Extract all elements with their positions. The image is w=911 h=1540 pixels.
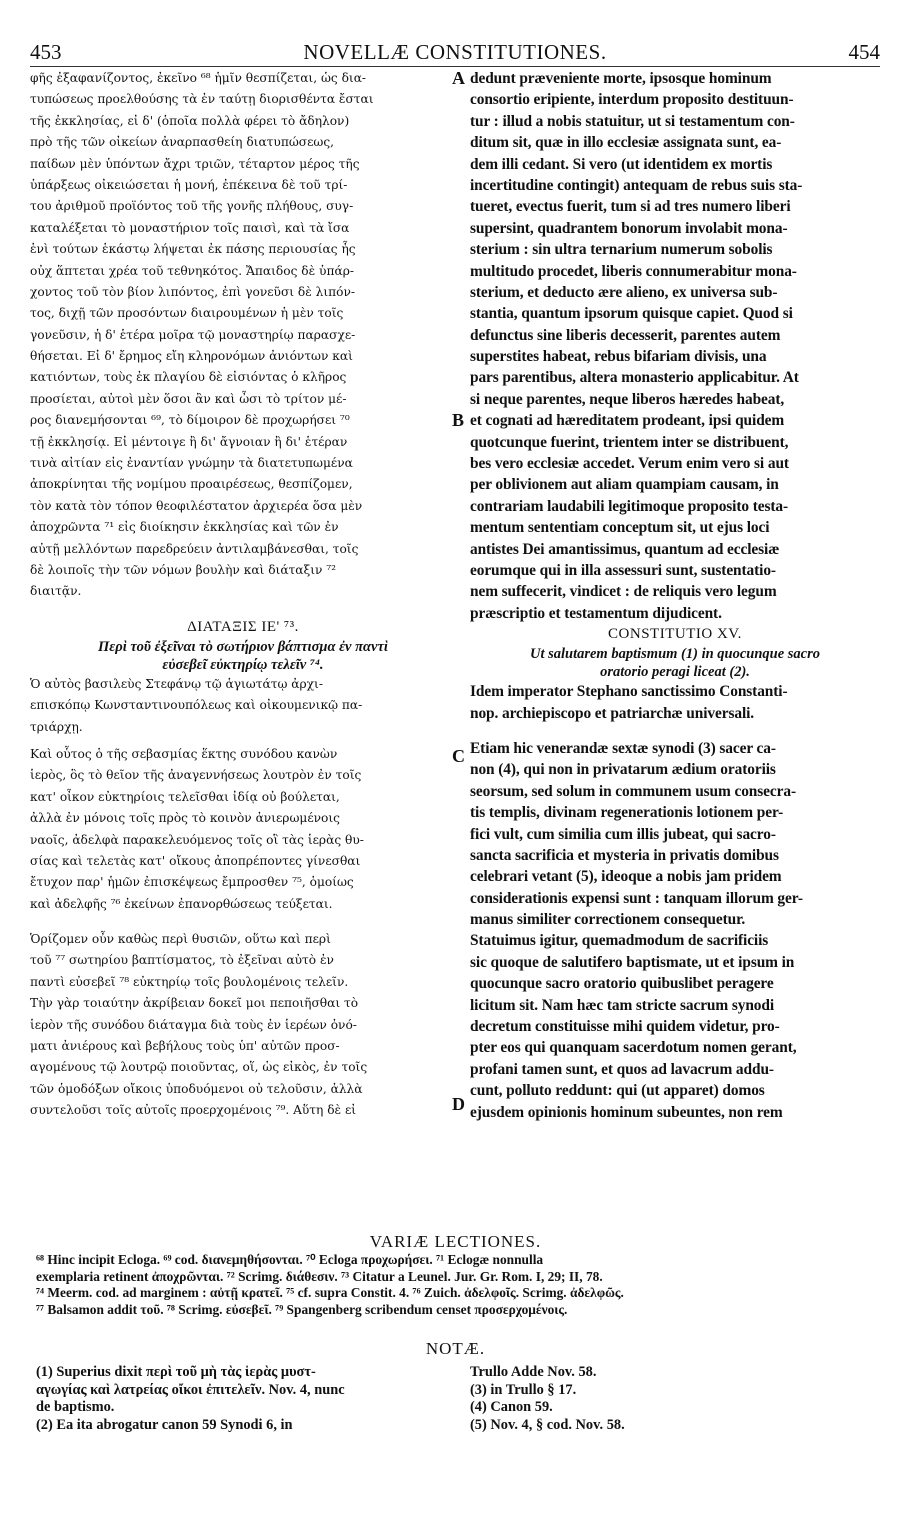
greek-text-line: οὐχ ἅπτεται χρέα τοῦ τεθνηκότος. Ἄπαιδος δὲ ὑπάρ-: [30, 263, 354, 278]
greek-address: [30, 674, 456, 738]
greek-text-line: του ἀριθμοῦ προϊόντος τοῦ τῆς γονῆς πλήθους, συγ-: [30, 199, 354, 214]
latin-text-line: sterium, et deducto ære alieno, ex universa sub-: [470, 283, 778, 301]
latin-section-heading: CONSTITUTIO XV.: [608, 626, 742, 643]
latin-text-line: sic quoque de salutifero baptismate, ut et ipsum in: [470, 953, 795, 971]
latin-text-line: celebrari vetant (5), ideoque a nobis jam pridem: [470, 868, 782, 886]
latin-text-line: multitudo procedet, liberis connumerabitur mona-: [470, 262, 797, 280]
latin-text-line: profani tamen sunt, et quos ad lavacrum addu-: [470, 1060, 774, 1078]
variant-reading-line: ⁷⁴ Meerm. cod. ad marginem : αὐτῇ κρατεῖ. ⁷⁵ cf. supra Constit. 4. ⁷⁶ Zuich. ἀδελφοῖς. Scrimg. ἀδελφῶς.: [36, 1285, 624, 1301]
greek-paragraph-d: [30, 929, 456, 1122]
latin-text-line: seorsum, sed solum in communem usum consecra-: [470, 782, 796, 800]
latin-column: [470, 68, 880, 1123]
latin-text-line: ditum sit, quæ in illo ecclesiæ assignata sunt, ea-: [470, 134, 782, 152]
greek-text-line: Ὁρίζομεν οὖν καθὼς περὶ θυσιῶν, οὕτω καὶ περὶ: [30, 932, 331, 947]
margin-mark-d: D: [452, 1094, 465, 1114]
greek-text-line: ἱερὸς, ὃς τὸ θεῖον τῆς ἀναγεννήσεως λουτρὸν ἐν τοῖς: [30, 768, 362, 783]
greek-text-line: συντελοῦσι τοῖς αὐτοῖς προερχομένοις ⁷⁹. Αὕτη δὲ εἰ: [30, 1103, 357, 1118]
greek-paragraph-a: [30, 68, 456, 603]
notae-right: [470, 1364, 880, 1434]
latin-text-line: stantia, quantum ipsorum quisque capiet. Quod si: [470, 305, 793, 323]
note-line: (1) Superius dixit περὶ τοῦ μὴ τὰς ἱερὰς μυστ-: [36, 1364, 316, 1380]
notae-left: [36, 1364, 456, 1434]
greek-paragraph-c: [30, 744, 456, 915]
greek-text-line: αγομένους τῷ λουτρῷ ποιοῦντας, οἵ, ὡς εἰκὸς, ἐν τοῖς: [30, 1060, 368, 1075]
note-line: (4) Canon 59.: [470, 1399, 553, 1415]
latin-text-line: mentum sententiam conceptum sit, ut ejus loci: [470, 519, 770, 537]
latin-subtitle-line-2: oratorio peragi liceat (2).: [600, 664, 750, 681]
latin-text-line: tueret, evectus fuerit, tum si ad tres numero liberi: [470, 198, 791, 216]
variae-lectiones-title: VARIÆ LECTIONES.: [369, 1232, 542, 1251]
latin-address: [470, 681, 880, 724]
latin-text-line: tur : illud a nobis statuitur, ut si testamentum con-: [470, 112, 795, 130]
latin-text-line: nop. archiepiscopo et patriarchæ universali.: [470, 704, 755, 722]
greek-text-line: ἱερὸν τῆς συνόδου διάταγμα διὰ τοὺς ἐν ἱερέων ὀνό-: [30, 1017, 357, 1032]
page-number-right: 454: [848, 40, 880, 64]
greek-text-line: φῆς ἐξαφανίζοντος, ἐκεῖνο ⁶⁸ ἡμῖν θεσπίζεται, ὡς δια-: [30, 71, 367, 85]
latin-subtitle-line-1: Ut salutarem baptismum (1) in quocunque sacro: [529, 646, 821, 663]
latin-text-line: præscriptio et testamentum dijudicent.: [470, 604, 722, 622]
variant-reading-line: ⁷⁷ Balsamon addit τοῦ. ⁷⁸ Scrimg. εὐσεβεῖ. ⁷⁹ Spangenberg scribendum censet προσερχομένοις.: [36, 1301, 568, 1317]
note-line: (2) Ea ita abrogatur canon 59 Synodi 6, in: [36, 1416, 293, 1433]
latin-text-line: Etiam hic venerandæ sextæ synodi (3) sacer ca-: [470, 739, 776, 757]
page-number-left: 453: [30, 40, 62, 64]
greek-text-line: τῆς ἐκκλησίας, εἰ δ' (ὁποῖα πολλὰ φέρει τὸ ἄδηλον): [30, 113, 350, 128]
latin-text-line: dem illi cedant. Si vero (ut identidem ex mortis: [470, 155, 773, 173]
latin-text-line: Statuimus igitur, quemadmodum de sacrificiis: [470, 932, 769, 950]
margin-mark-a: A: [452, 68, 465, 88]
greek-text-line: διαιτᾷν.: [30, 584, 82, 599]
greek-text-line: τὸν κατὰ τὸν τόπον θεοφιλέστατον ἀρχιερέα ὅσα μὲν: [30, 498, 363, 513]
greek-section-heading: ΔΙΑΤΑΞΙΣ ΙΕ' ⁷³.: [187, 618, 299, 635]
greek-text-line: ματι ἀνιέρους καὶ βεβήλους τοὺς ὑπ' αὐτῶν προσ-: [30, 1039, 340, 1054]
latin-text-line: pter eos qui quanquam sacerdotum nomen gerant,: [470, 1039, 797, 1057]
greek-text-line: τῶν ὁμοδόξων οἴκοις ὑποδυόμενοι οὐ τελοῦσιν, ἀλλὰ: [30, 1081, 363, 1096]
running-title: NOVELLÆ CONSTITUTIONES.: [303, 40, 607, 64]
greek-text-line: αὐτῇ μελλόντων παρεδρεύειν ἀντιλαμβάνεσθαι, τοῖς: [30, 541, 359, 556]
latin-text-line: per oblivionem aut aliam quampiam causam, in: [470, 476, 779, 494]
latin-text-line: quocunque sacro oratorio quibuslibet peragere: [470, 975, 774, 993]
greek-text-line: τος, διχῇ τῶν προσόντων διαιρουμένων ἡ μὲν τοῖς: [30, 306, 344, 321]
greek-text-line: παντὶ εὐσεβεῖ ⁷⁸ εὐκτηρίῳ τοῖς βουλομένοις τελεῖν.: [30, 974, 349, 989]
greek-subtitle-line-2: εὐσεβεῖ εὐκτηρίῳ τελεῖν ⁷⁴.: [162, 656, 324, 673]
latin-text-line: defunctus sine liberis decesserit, parentes autem: [470, 326, 781, 344]
latin-text-line: manus similiter correctionem consequetur.: [470, 911, 746, 929]
latin-paragraph-d: [470, 930, 880, 1123]
latin-text-line: bes vero ecclesiæ accedet. Verum enim vero si aut: [470, 455, 789, 473]
latin-text-line: cunt, polluto reddunt: qui (ut apparet) domos: [470, 1082, 765, 1100]
note-line: αγωγίας καὶ λατρείας οἴκοι ἐπιτελεῖν. Nov. 4, nunc: [36, 1381, 345, 1398]
greek-text-line: ὑπάρξεως οἰκειώσεται ἡ μονή, ἐπέκεινα δὲ τοῦ τρί-: [30, 177, 348, 192]
greek-text-line: δὲ λοιποῖς τὴν τῶν νόμων βουλὴν καὶ διάταξιν ⁷²: [30, 562, 337, 577]
variae-lectiones: [36, 1252, 876, 1318]
latin-text-line: non (4), qui non in privatarum ædium oratoriis: [470, 761, 776, 779]
page-header: [30, 40, 880, 66]
greek-subtitle-line-1: Περὶ τοῦ ἐξεῖναι τὸ σωτήριον βάπτισμα ἐν παντὶ: [98, 638, 388, 655]
greek-text-line: κατιόντων, τοὺς ἐκ πλαγίου δὲ εἰσιόντας ὁ κλῆρος: [30, 370, 347, 385]
latin-text-line: sterium : sin ultra ternarium numerum sobolis: [470, 241, 773, 259]
latin-text-line: si neque parentes, neque liberos hæredes habeat,: [470, 390, 785, 408]
greek-text-line: καὶ ἀδελφῆς ⁷⁶ ἐκείνων ἐπανορθώσεως τεύξεται.: [30, 896, 333, 911]
note-line: de baptismo.: [36, 1399, 115, 1415]
latin-text-line: Idem imperator Stephano sanctissimo Constanti-: [470, 683, 788, 701]
latin-text-line: consortio eripiente, interdum proposito destituun-: [470, 91, 794, 109]
latin-text-line: dedunt præveniente morte, ipsosque hominum: [470, 70, 772, 87]
header-rule: [30, 66, 880, 67]
latin-text-line: quotcunque fuerint, trientem inter se distribuent,: [470, 433, 789, 451]
margin-mark-c: C: [452, 746, 465, 766]
variant-reading-line: exemplaria retinent ἀποχρῶνται. ⁷² Scrimg. διάθεσιν. ⁷³ Citatur a Leunel. Jur. Gr. Rom. I, 29; II, 78.: [36, 1268, 603, 1284]
latin-text-line: superstites habeat, rebus bifariam divisis, una: [470, 348, 767, 366]
latin-paragraph-a: [470, 68, 880, 624]
greek-text-line: ρος διανεμήσονται ⁶⁹, τὸ δίμοιρον δὲ προχωρήσει ⁷⁰: [30, 413, 350, 428]
greek-text-line: τῇ ἐκκλησίᾳ. Εἰ μέντοιγε ἢ δι' ἄγνοιαν ἢ δι' ἑτέραν: [30, 434, 348, 449]
latin-text-line: ejusdem opinionis hominum subeuntes, non rem: [470, 1103, 783, 1121]
greek-text-line: Καὶ οὗτος ὁ τῆς σεβασμίας ἕκτης συνόδου κανὼν: [30, 746, 338, 761]
greek-text-line: ἀποκρίνηται τῆς νομίμου προαιρέσεως, θεσπίζομεν,: [30, 477, 353, 492]
greek-text-line: θήσεται. Εἰ δ' ἔρημος εἴη κληρονόμων ἀνιόντων καὶ: [30, 349, 353, 364]
greek-text-line: πρὸ τῆς τῶν οἰκείων ἀναρπασθείη διατυπώσεως,: [30, 135, 335, 150]
margin-mark-b: B: [452, 410, 465, 430]
greek-text-line: ἀλλὰ ἐν μόνοις τοῖς πρὸς τὸ κοινὸν ἀνιερωμένοις: [30, 811, 340, 826]
latin-text-line: contrariam laudabili legitimoque proposito testa-: [470, 497, 789, 515]
latin-text-line: antistes Dei amantissimus, quantum ad ecclesiæ: [470, 540, 780, 558]
latin-paragraph-c: [470, 738, 880, 931]
latin-text-line: fici vult, cum similia cum illis jubeat, qui sacro-: [470, 825, 776, 843]
latin-text-line: supersint, quadrantem bonorum involabit mona-: [470, 219, 788, 237]
latin-text-line: eorumque qui in illa assessuri sunt, sustentatio-: [470, 561, 776, 579]
greek-text-line: ἔτυχον παρ' ἡμῶν ἐπισκέψεως ἔμπροσθεν ⁷⁵, ὁμοίως: [30, 875, 354, 890]
greek-text-line: ἑνὶ τούτων ἑκάστῳ λήψεται ἐκ πάσης περιουσίας ἧς: [30, 242, 356, 257]
latin-text-line: licitum sit. Nam hæc tam stricte sacrum synodi: [470, 996, 775, 1014]
latin-text-line: considerationis expensi sunt : tanquam illorum ger-: [470, 889, 803, 907]
greek-text-line: ἀποχρῶντα ⁷¹ εἰς διοίκησιν ἐκκλησίας καὶ τῶν ἐν: [30, 520, 339, 535]
greek-text-line: παίδων μὲν ὑπόντων ἄχρι τριῶν, τέταρτον μέρος τῆς: [30, 156, 360, 171]
greek-column: [30, 68, 456, 1122]
note-line: (5) Nov. 4, § cod. Nov. 58.: [470, 1416, 625, 1433]
greek-text-line: ναοῖς, ἀδελφὰ παρακελευόμενος τοῖς οἳ τὰς ἱερὰς θυ-: [30, 832, 364, 847]
greek-text-line: κατ' οἶκον εὐκτηρίοις τελεῖσθαι ἰδίᾳ οὐ βούλεται,: [30, 789, 340, 804]
greek-text-line: Τὴν γὰρ τοιαύτην ἀκρίβειαν δοκεῖ μοι πεποιῆσθαι τὸ: [30, 996, 359, 1011]
latin-text-line: pars parentibus, altera monasterio applicabitur. At: [470, 369, 799, 387]
greek-text-line: γονεῦσιν, ἡ δ' ἑτέρα μοῖρα τῷ μοναστηρίῳ παρασχε-: [30, 327, 356, 342]
latin-text-line: et cognati ad hæreditatem prodeant, ipsi quidem: [470, 412, 785, 430]
note-line: (3) in Trullo § 17.: [470, 1381, 577, 1398]
latin-text-line: sancta sacrificia et mysteria in privatis domibus: [470, 846, 779, 864]
latin-text-line: nem suffecerit, vindicet : de reliquis vero legum: [470, 583, 777, 601]
greek-text-line: τυπώσεως προελθούσης τὰ ἐν ταύτῃ διορισθέντα ἔσται: [30, 92, 374, 107]
greek-text-line: προσίεται, αὐτοὶ μὲν ὅσοι ἂν καὶ ὦσι τὸ τρίτον μέ-: [30, 391, 347, 406]
note-line: Trullo Adde Nov. 58.: [470, 1364, 597, 1380]
greek-text-line: επισκόπῳ Κωνσταντινουπόλεως καὶ οἰκουμενικῷ πα-: [30, 698, 363, 713]
greek-text-line: τριάρχῃ.: [30, 719, 83, 734]
greek-text-line: τοῦ ⁷⁷ σωτηρίου βαπτίσματος, τὸ ἐξεῖναι αὐτὸ ἐν: [30, 953, 334, 968]
variant-reading-line: ⁶⁸ Hinc incipit Ecloga. ⁶⁹ cod. διανεμηθήσονται. ⁷⁰ Ecloga προχωρήσει. ⁷¹ Eclogæ nonnulla: [36, 1252, 544, 1267]
greek-text-line: τινὰ αἰτίαν εἰς ἐναντίαν γνώμην τὰ διατετυπωμένα: [30, 456, 353, 471]
greek-text-line: καταλέξεται τὸ μοναστήριον τοῖς παισὶ, καὶ τὰ ἴσα: [30, 220, 350, 235]
latin-text-line: tis templis, divinam regenerationis lotionem per-: [470, 804, 784, 822]
greek-text-line: σίας καὶ τελετὰς κατ' οἴκους ἀποπρέποντες γίνεσθαι: [30, 853, 361, 868]
latin-text-line: incertitudine contingit) antequam de rebus suis sta-: [470, 176, 803, 194]
notae-title: NOTÆ.: [425, 1339, 486, 1358]
greek-text-line: Ὁ αὐτὸς βασιλεὺς Στεφάνῳ τῷ ἁγιωτάτῳ ἀρχι-: [30, 676, 323, 691]
greek-text-line: χοντος τοῦ τὸν βίον λιπόντος, ἐπὶ γονεῦσι δὲ λιπόν-: [30, 284, 356, 299]
latin-text-line: decretum constituisse mihi quidem videtur, pro-: [470, 1018, 780, 1036]
